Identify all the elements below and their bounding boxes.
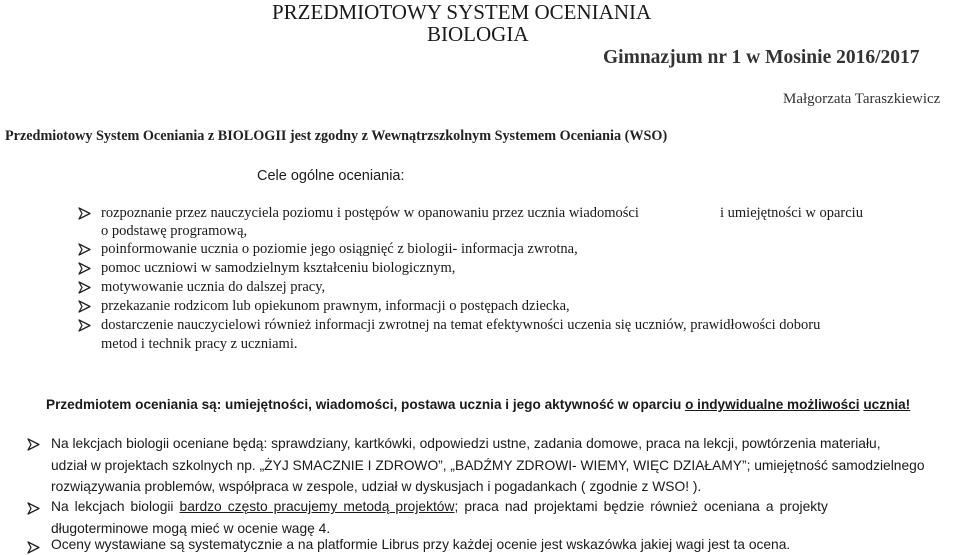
rule-item-2-text: Na lekcjach biologii bardzo często pracujemy metodą projektów; praca nad projektami będzie również oceniana a projekty bbox=[51, 499, 828, 514]
goals-heading: Cele ogólne oceniania: bbox=[257, 168, 405, 184]
rule-item-1-line2: udział w projektach szkolnych np. „ŻYJ SMACZNIE I ZDROWO”, „BADŹMY ZDROWI- WIEMY, WIĘC DZIAŁAMY”; umiejętność samodzielnego bbox=[51, 458, 925, 473]
rule-item-1-line3: rozwiązywania problemów, współpraca w zespole, udział w dyskusjach i pogadankach ( zgodnie z WSO! ). bbox=[51, 479, 702, 494]
arrowhead-bullet-icon bbox=[27, 541, 40, 554]
intro-statement: Przedmiotowy System Oceniania z BIOLOGII jest zgodny z Wewnątrzszkolnym Systemem Oceniania (WSO) bbox=[5, 128, 668, 144]
rule-item-2-line2: długoterminowe mogą mieć w ocenie wagę 4. bbox=[51, 521, 331, 536]
rule-item-3-text: Oceny wystawiane są systematycznie a na platformie Librus przy każdej ocenie jest wskazówka jakiej wagi jest ta ocena. bbox=[51, 537, 791, 552]
goal-item-4-text: motywowanie ucznia do dalszej pracy, bbox=[101, 279, 326, 295]
assessment-subject bbox=[46, 395, 910, 415]
author-name: Małgorzata Taraszkiewicz bbox=[783, 91, 941, 107]
school-year: Gimnazjum nr 1 w Mosinie 2016/2017 bbox=[603, 47, 920, 68]
goal-item-6-text: dostarczenie nauczycielowi również informacji zwrotnej na temat efektywności uczenia się uczniów, prawidłowości doboru bbox=[101, 317, 821, 333]
rule-item-1-text: Na lekcjach biologii oceniane będą: sprawdziany, kartkówki, odpowiedzi ustne, zadania domowe, praca na lekcji, powtórzenia materiału, bbox=[51, 436, 881, 451]
goal-item-2-text: poinformowanie ucznia o poziomie jego osiągnięć z biologii- informacja zwrotna, bbox=[101, 241, 578, 257]
arrowhead-bullet-icon bbox=[78, 207, 91, 220]
document-title: PRZEDMIOTOWY SYSTEM OCENIANIA bbox=[272, 0, 652, 24]
arrowhead-bullet-icon bbox=[78, 300, 91, 313]
goal-item-5-text: przekazanie rodzicom lub opiekunom prawnym, informacji o postępach dziecka, bbox=[101, 298, 570, 314]
arrowhead-bullet-icon bbox=[78, 319, 91, 332]
goal-item-1-text: rozpoznanie przez nauczyciela poziomu i postępów w opanowaniu przez ucznia wiadomości bbox=[101, 205, 639, 221]
arrowhead-bullet-icon bbox=[78, 281, 91, 294]
arrowhead-bullet-icon bbox=[78, 262, 91, 275]
goal-item-1-line2: o podstawę programową, bbox=[101, 223, 248, 239]
projects-emphasis: bardzo często pracujemy metodą projektów bbox=[179, 499, 455, 514]
goal-item-6-line2: metod i technik pracy z uczniami. bbox=[101, 336, 298, 352]
subject-title: BIOLOGIA bbox=[427, 22, 529, 46]
goal-item-3-text: pomoc uczniowi w samodzielnym kształceniu biologicznym, bbox=[101, 260, 456, 276]
arrowhead-bullet-icon bbox=[78, 243, 91, 256]
assessment-subject-ending: ucznia! bbox=[863, 397, 911, 412]
assessment-subject-underlined: o indywidualne możliwości bbox=[685, 397, 860, 412]
goal-item-1-text-cont: i umiejętności w oparciu bbox=[720, 205, 863, 221]
arrowhead-bullet-icon bbox=[27, 502, 40, 515]
arrowhead-bullet-icon bbox=[27, 438, 40, 451]
assessment-subject-text: Przedmiotem oceniania są: umiejętności, wiadomości, postawa ucznia i jego aktywność w oparciu bbox=[46, 397, 686, 412]
